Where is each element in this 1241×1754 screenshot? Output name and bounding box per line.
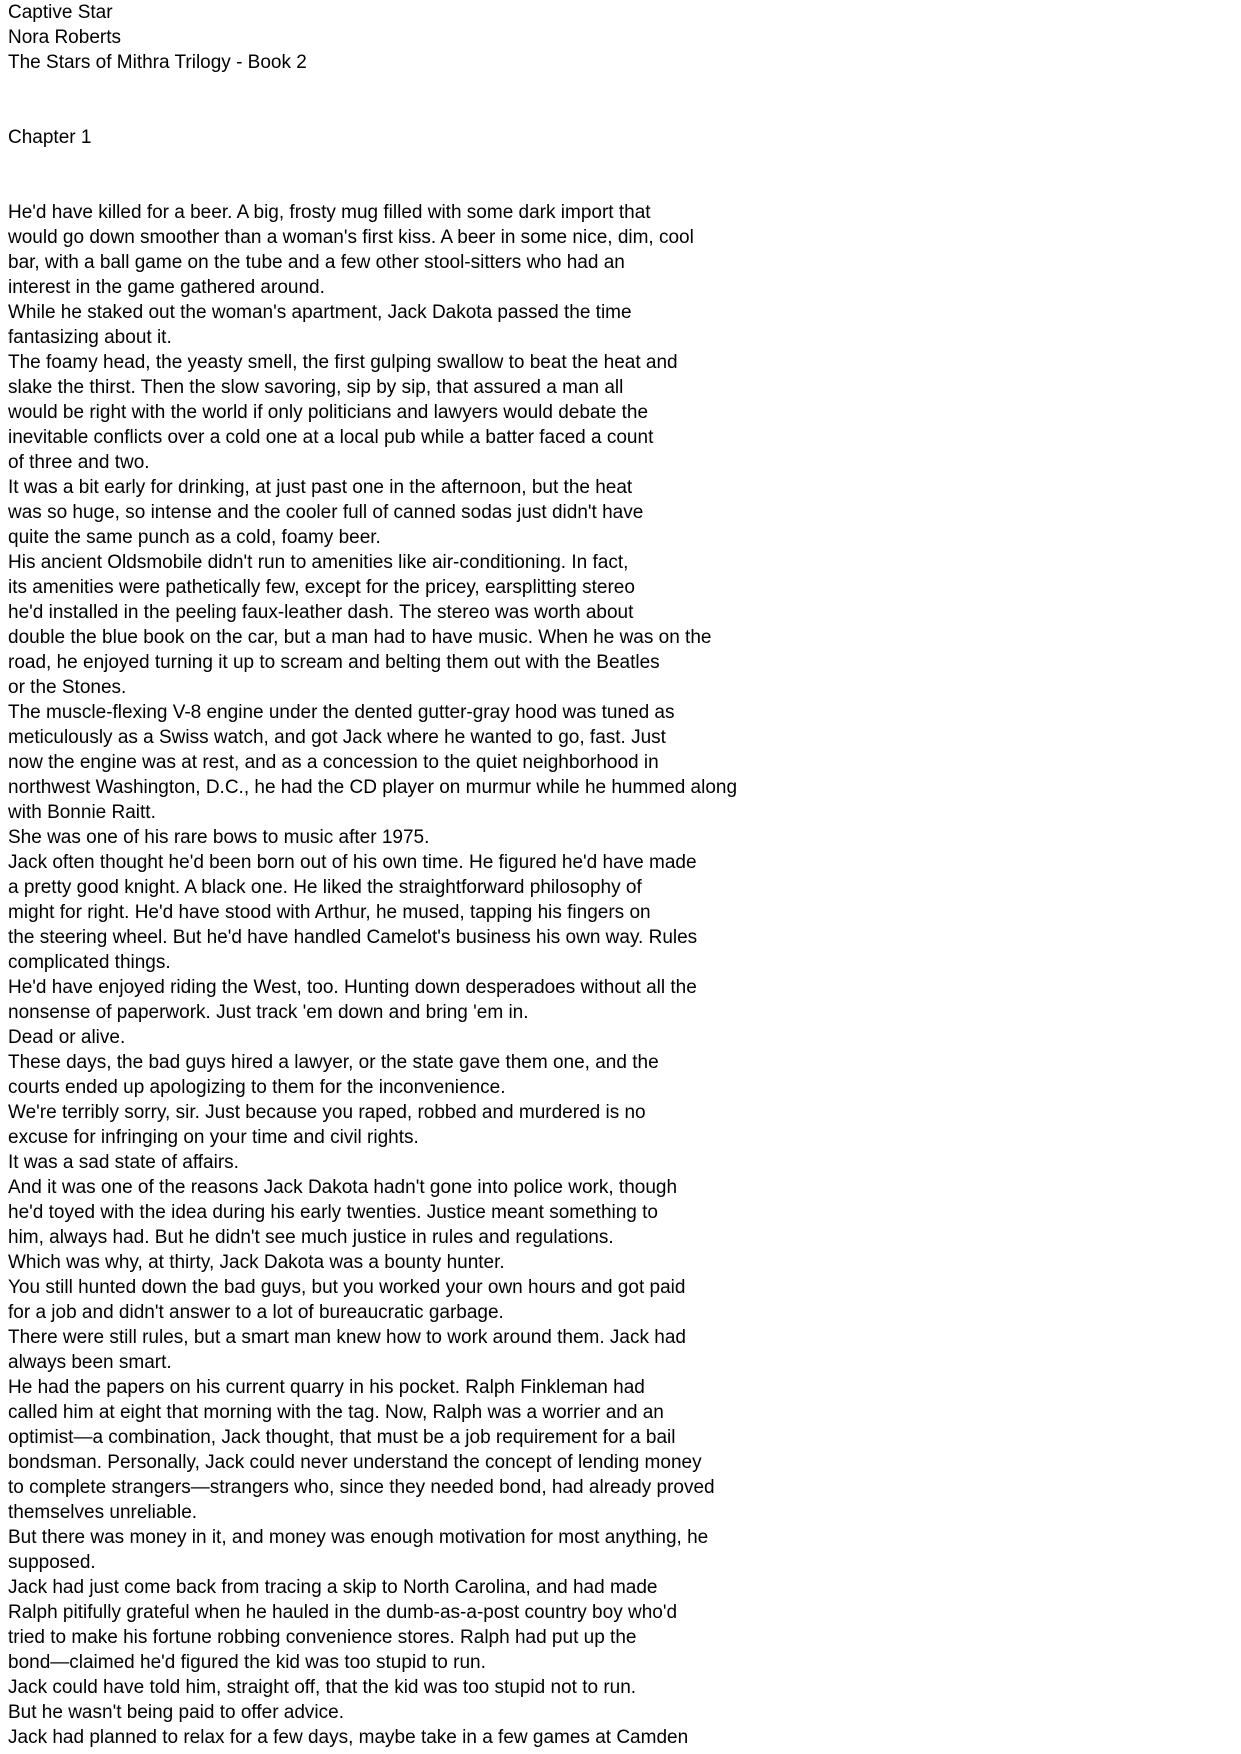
body-line: Jack often thought he'd been born out of his own time. He figured he'd have made: [8, 852, 697, 873]
book-title: Captive Star: [8, 2, 113, 23]
body-line: or the Stones.: [8, 677, 127, 698]
body-line: always been smart.: [8, 1352, 172, 1373]
body-line: for a job and didn't answer to a lot of bureaucratic garbage.: [8, 1302, 504, 1323]
body-line: called him at eight that morning with the tag. Now, Ralph was a worrier and an: [8, 1402, 664, 1423]
body-line: It was a bit early for drinking, at just past one in the afternoon, but the heat: [8, 477, 633, 498]
body-line: a pretty good knight. A black one. He liked the straightforward philosophy of: [8, 877, 642, 898]
chapter-heading: Chapter 1: [8, 127, 92, 148]
book-author: Nora Roberts: [8, 27, 121, 48]
body-line: He'd have killed for a beer. A big, frosty mug filled with some dark import that: [8, 202, 651, 223]
body-line: There were still rules, but a smart man knew how to work around them. Jack had: [8, 1327, 686, 1348]
body-line: he'd toyed with the idea during his early twenties. Justice meant something to: [8, 1202, 658, 1223]
body-line: meticulously as a Swiss watch, and got Jack where he wanted to go, fast. Just: [8, 727, 666, 748]
body-line: would go down smoother than a woman's first kiss. A beer in some nice, dim, cool: [8, 227, 694, 248]
body-line: Dead or alive.: [8, 1027, 126, 1048]
body-line: His ancient Oldsmobile didn't run to amenities like air-conditioning. In fact,: [8, 552, 629, 573]
body-line: to complete strangers—strangers who, since they needed bond, had already proved: [8, 1477, 715, 1498]
body-line: was so huge, so intense and the cooler full of canned sodas just didn't have: [8, 502, 644, 523]
body-line: quite the same punch as a cold, foamy beer.: [8, 527, 381, 548]
body-line: with Bonnie Raitt.: [8, 802, 156, 823]
body-line: would be right with the world if only politicians and lawyers would debate the: [8, 402, 649, 423]
body-line: inevitable conflicts over a cold one at a local pub while a batter faced a count: [8, 427, 654, 448]
body-line: You still hunted down the bad guys, but you worked your own hours and got paid: [8, 1277, 686, 1298]
body-line: complicated things.: [8, 952, 171, 973]
body-line: nonsense of paperwork. Just track 'em down and bring 'em in.: [8, 1002, 529, 1023]
body-line: We're terribly sorry, sir. Just because you raped, robbed and murdered is no: [8, 1102, 646, 1123]
body-line: bond—claimed he'd figured the kid was too stupid to run.: [8, 1652, 486, 1673]
body-line: tried to make his fortune robbing convenience stores. Ralph had put up the: [8, 1627, 637, 1648]
body-line: fantasizing about it.: [8, 327, 172, 348]
body-line: The muscle-flexing V-8 engine under the dented gutter-gray hood was tuned as: [8, 702, 675, 723]
book-series: The Stars of Mithra Trilogy - Book 2: [8, 52, 307, 73]
body-line: the steering wheel. But he'd have handled Camelot's business his own way. Rules: [8, 927, 698, 948]
body-line: interest in the game gathered around.: [8, 277, 325, 298]
body-line: He had the papers on his current quarry in his pocket. Ralph Finkleman had: [8, 1377, 645, 1398]
body-line: Jack had just come back from tracing a skip to North Carolina, and had made: [8, 1577, 658, 1598]
body-line: And it was one of the reasons Jack Dakota hadn't gone into police work, though: [8, 1177, 678, 1198]
body-line: The foamy head, the yeasty smell, the first gulping swallow to beat the heat and: [8, 352, 678, 373]
body-line: supposed.: [8, 1552, 96, 1573]
body-line: road, he enjoyed turning it up to scream and belting them out with the Beatles: [8, 652, 660, 673]
body-line: bondsman. Personally, Jack could never understand the concept of lending money: [8, 1452, 702, 1473]
body-line: Jack could have told him, straight off, that the kid was too stupid not to run.: [8, 1677, 637, 1698]
document-page: [8, 0, 1228, 1750]
body-line: But he wasn't being paid to offer advice.: [8, 1702, 344, 1723]
body-line: him, always had. But he didn't see much justice in rules and regulations.: [8, 1227, 614, 1248]
body-line: He'd have enjoyed riding the West, too. Hunting down desperadoes without all the: [8, 977, 697, 998]
body-line: Ralph pitifully grateful when he hauled in the dumb-as-a-post country boy who'd: [8, 1602, 678, 1623]
body-line: But there was money in it, and money was enough motivation for most anything, he: [8, 1527, 709, 1548]
body-line: optimist—a combination, Jack thought, that must be a job requirement for a bail: [8, 1427, 676, 1448]
spacer: [8, 75, 1228, 125]
body-line: These days, the bad guys hired a lawyer, or the state gave them one, and the: [8, 1052, 659, 1073]
spacer: [8, 150, 1228, 200]
body-line: excuse for infringing on your time and civil rights.: [8, 1127, 419, 1148]
body-line: slake the thirst. Then the slow savoring, sip by sip, that assured a man all: [8, 377, 624, 398]
body-line: northwest Washington, D.C., he had the CD player on murmur while he hummed along: [8, 777, 738, 798]
body-line: he'd installed in the peeling faux-leather dash. The stereo was worth about: [8, 602, 634, 623]
body-line: now the engine was at rest, and as a concession to the quiet neighborhood in: [8, 752, 659, 773]
body-line: might for right. He'd have stood with Arthur, he mused, tapping his fingers on: [8, 902, 651, 923]
body-line: its amenities were pathetically few, except for the pricey, earsplitting stereo: [8, 577, 635, 598]
body-line: While he staked out the woman's apartment, Jack Dakota passed the time: [8, 302, 632, 323]
body-line: double the blue book on the car, but a man had to have music. When he was on the: [8, 627, 712, 648]
body-line: bar, with a ball game on the tube and a few other stool-sitters who had an: [8, 252, 625, 273]
body-line: themselves unreliable.: [8, 1502, 198, 1523]
body-line: Which was why, at thirty, Jack Dakota was a bounty hunter.: [8, 1252, 505, 1273]
body-line: She was one of his rare bows to music after 1975.: [8, 827, 430, 848]
body-line: courts ended up apologizing to them for the inconvenience.: [8, 1077, 506, 1098]
body-line: It was a sad state of affairs.: [8, 1152, 239, 1173]
chapter-body: [8, 200, 1228, 1750]
body-line: of three and two.: [8, 452, 150, 473]
body-line: Jack had planned to relax for a few days, maybe take in a few games at Camden: [8, 1727, 689, 1748]
